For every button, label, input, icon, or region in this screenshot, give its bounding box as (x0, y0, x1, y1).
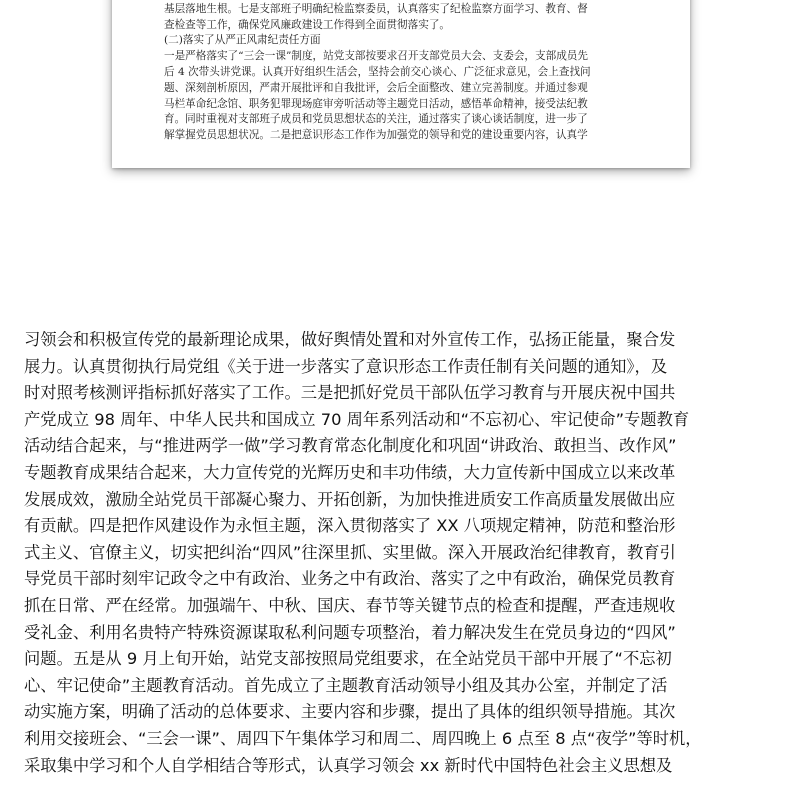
body-line: 抓在日常、严在经常。加强端午、中秋、国庆、春节等关键节点的检查和提醒，严查违规收 (24, 595, 676, 615)
scanned-line: 一是严格落实了“三会一课”制度，站党支部按要求召开支部党员大会、支委会，支部成员先 (164, 50, 588, 63)
scanned-page-text (164, 0, 664, 144)
body-line: 受礼金、利用名贵特产特殊资源谋取私利问题专项整治，着力解决发生在党员身边的“四风” (24, 622, 676, 642)
scanned-line: 马栏革命纪念馆、职务犯罪现场庭审旁听活动等主题党日活动，感悟革命精神，接受法纪教 (164, 97, 588, 110)
body-line: 采取集中学习和个人自学相结合等形式，认真学习领会 xx 新时代中国特色社会主义思想及 (24, 755, 673, 775)
body-line: 时对照考核测评指标抓好落实了工作。三是把抓好党员干部队伍学习教育与开展庆祝中国共 (24, 383, 676, 403)
scanned-line: 基层落地生根。七是支部班子明确纪检监察委员，认真落实了纪检监察方面学习、教育、督 (164, 2, 588, 15)
body-line: 问题。五是从 9 月上旬开始，站党支部按照局党组要求，在全站党员干部中开展了“不忘初 (24, 649, 672, 669)
document-body (24, 327, 780, 779)
body-line: 展力。认真贯彻执行局党组《关于进一步落实了意识形态工作责任制有关问题的通知》，及 (24, 356, 668, 376)
body-line: 动实施方案，明确了活动的总体要求、主要内容和步骤，提出了具体的组织领导措施。其次 (24, 702, 676, 722)
body-line: 心、牢记使命”主题教育活动。首先成立了主题教育活动领导小组及其办公室，并制定了活 (24, 675, 668, 695)
scanned-line: 题、深刻剖析原因，严肃开展批评和自我批评，会后全面整改、建立完善制度。并通过参观 (164, 81, 588, 94)
scanned-line: 育。同时重视对支部班子成员和党员思想状态的关注，通过落实了谈心谈话制度，进一步了 (164, 113, 588, 126)
body-line: 产党成立 98 周年、中华人民共和国成立 70 周年系列活动和“不忘初心、牢记使命”专题教育 (24, 409, 690, 429)
body-line: 利用交接班会、“三会一课”、周四下午集体学习和周二、周四晚上 6 点至 8 点“夜学”等时机， (24, 728, 702, 748)
body-line: 活动结合起来，与“推进两学一做”学习教育常态化制度化和巩固“讲政治、敢担当、改作风” (24, 436, 677, 456)
body-line: 有贡献。四是把作风建设作为永恒主题，深入贯彻落实了 XX 八项规定精神，防范和整治形 (24, 516, 676, 536)
body-line: 发展成效，激励全站党员干部凝心聚力、开拓创新，为加快推进质安工作高质量发展做出应 (24, 489, 676, 509)
scanned-line: 解掌握党员思想状况。二是把意识形态工作作为加强党的领导和党的建设重要内容，认真学 (164, 129, 588, 142)
body-line: 专题教育成果结合起来，大力宣传党的光辉历史和丰功伟绩，大力宣传新中国成立以来改革 (24, 462, 676, 482)
scanned-line: 后 4 次带头讲党课。认真开好组织生活会，坚持会前交心谈心、广泛征求意见，会上查找问 (164, 65, 591, 78)
body-line: 习领会和积极宣传党的最新理论成果，做好舆情处置和对外宣传工作，弘扬正能量，聚合发 (24, 330, 676, 349)
scanned-section-heading: (二)落实了从严正风肃纪责任方面 (164, 34, 321, 47)
body-line: 导党员干部时刻牢记政令之中有政治、业务之中有政治、落实了之中有政治，确保党员教育 (24, 569, 676, 589)
scanned-line: 查检查等工作，确保党风廉政建设工作得到全面贯彻落实了。 (164, 18, 451, 31)
body-line: 式主义、官僚主义，切实把纠治“四风”往深里抓、实里做。深入开展政治纪律教育，教育引 (24, 542, 676, 562)
scanned-page-preview (112, 0, 690, 168)
